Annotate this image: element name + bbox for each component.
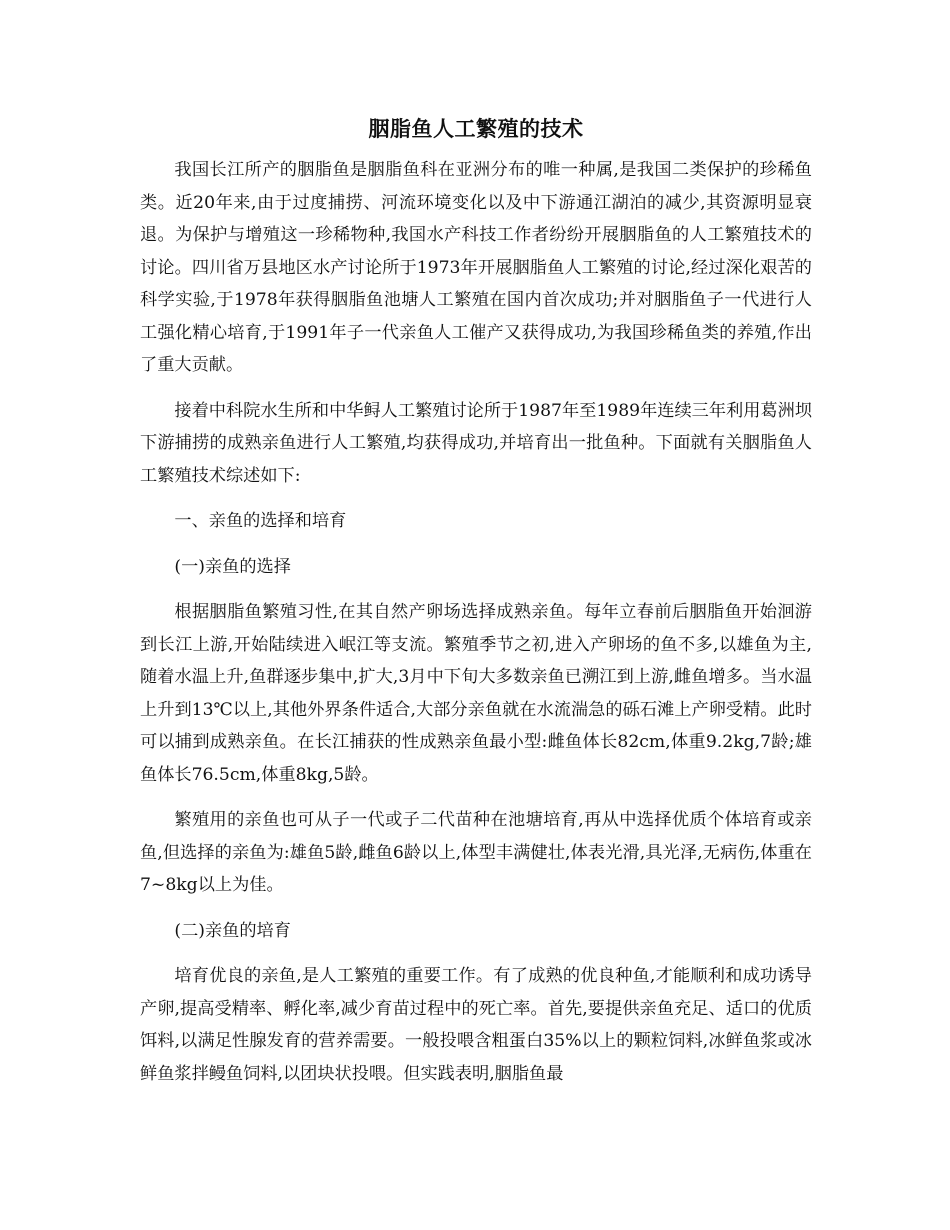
section-heading-broodstock: 一、亲鱼的选择和培育 <box>174 511 347 531</box>
document-page <box>140 112 812 1103</box>
subsection-heading-selection: (一)亲鱼的选择 <box>174 556 291 577</box>
subsection-heading-cultivation: (二)亲鱼的培育 <box>174 920 291 941</box>
paragraph-cultivation: 培育优良的亲鱼,是人工繁殖的重要工作。有了成熟的优良种鱼,才能顺利和成功诱导产卵,提高受精率、孵化率,减少育苗过程中的死亡率。首先,要提供亲鱼充足、适口的优质饵料,以满足性腺发育的营养需要。一般投喂含粗蛋白35%以上的颗粒饲料,冰鲜鱼浆或冰鲜鱼浆拌鳗鱼饲料,以团块状投喂。但实践表明,胭脂鱼最 <box>140 966 812 1084</box>
document-title: 胭脂鱼人工繁殖的技术 <box>368 116 584 141</box>
paragraph-intro: 我国长江所产的胭脂鱼是胭脂鱼科在亚洲分布的唯一种属,是我国二类保护的珍稀鱼类。近20年来,由于过度捕捞、河流环境变化以及中下游通江湖泊的减少,其资源明显衰退。为保护与增殖这一珍稀物种,我国水产科技工作者纷纷开展胭脂鱼的人工繁殖技术的讨论。四川省万县地区水产讨论所于1973年开展胭脂鱼人工繁殖的讨论,经过深化艰苦的科学实验,于1978年获得胭脂鱼池塘人工繁殖在国内首次成功;并对胭脂鱼子一代进行人工强化精心培育,于1991年子一代亲鱼人工催产又获得成功,为我国珍稀鱼类的养殖,作出了重大贡献。 <box>140 160 812 375</box>
paragraph-selection-habits: 根据胭脂鱼繁殖习性,在其自然产卵场选择成熟亲鱼。每年立春前后胭脂鱼开始洄游到长江上游,开始陆续进入岷江等支流。繁殖季节之初,进入产卵场的鱼不多,以雄鱼为主,随着水温上升,鱼群逐步集中,扩大,3月中下旬大多数亲鱼已溯江到上游,雌鱼增多。当水温上升到13℃以上,其他外界条件适合,大部分亲鱼就在水流湍急的砾石滩上产卵受精。此时可以捕到成熟亲鱼。在长江捕获的性成熟亲鱼最小型:雌鱼体长82cm,体重9.2kg,7龄;雄鱼体长76.5cm,体重8kg,5龄。 <box>140 602 812 785</box>
paragraph-research: 接着中科院水生所和中华鲟人工繁殖讨论所于1987年至1989年连续三年利用葛洲坝下游捕捞的成熟亲鱼进行人工繁殖,均获得成功,并培育出一批鱼种。下面就有关胭脂鱼人工繁殖技术综述如下: <box>140 400 812 486</box>
paragraph-selection-pond: 繁殖用的亲鱼也可从子一代或子二代苗种在池塘培育,再从中选择优质个体培育或亲鱼,但选择的亲鱼为:雄鱼5龄,雌鱼6龄以上,体型丰满健壮,体表光滑,具光泽,无病伤,体重在7~8kg以上为佳。 <box>140 810 812 895</box>
